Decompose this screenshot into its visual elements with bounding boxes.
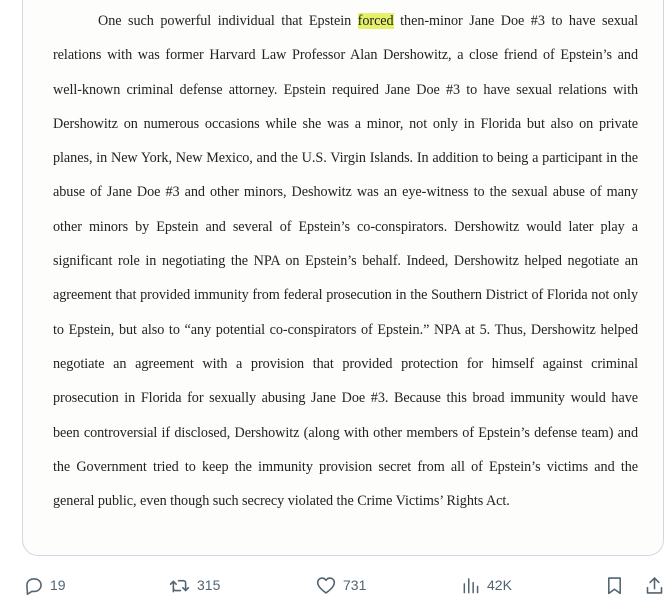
- repost-count: 315: [197, 577, 221, 593]
- repost-icon: [168, 575, 191, 596]
- views-button[interactable]: [461, 566, 512, 604]
- document-text: [53, 4, 638, 518]
- views-bar-chart-icon: [461, 575, 481, 596]
- share-button[interactable]: [644, 566, 665, 604]
- document-text-start: One such powerful individual that Epstein: [98, 13, 358, 29]
- heart-icon: [315, 575, 337, 596]
- document-text-rest: then-minor Jane Doe #3 to have sexual relations with was former Harvard Law Professor Alan Dershowitz, a close friend of Epstein’s and well-known criminal defense attorney. Epstein required Jane Doe #3 to have sexual relations with Dershowitz on numerous occasions while she was a minor, not only in Florida but also on private planes, in New York, New Mexico, and the U.S. Virgin Islands. In addition to being a participant in the abuse of Jane Doe #3 and other minors, Deshowitz was an eye-witness to the sexual abuse of many other minors by Epstein and several of Epstein’s co-conspirators. Dershowitz would later play a significant role in negotiating the NPA on Epstein’s behalf. Indeed, Dershowitz helped negotiate an agreement that provided immunity from federal prosecution in the Southern District of Florida not only to Epstein, but also to “any potential co-conspirators of Epstein.” NPA at 5. Thus, Dershowitz helped negotiate an agreement with a provision that provided protection for himself against criminal prosecution in Florida for sexually abusing Jane Doe #3. Because this broad immunity would have been controversial if disclosed, Dershowitz (along with other members of Epstein’s defense team) and the Government tried to keep the immunity provision secret from all of Epstein’s victims and the general public, even though such secrecy violated the Crime Victims’ Rights Act.: [53, 13, 638, 510]
- highlighted-word: forced: [357, 13, 394, 29]
- bookmark-icon: [604, 575, 625, 596]
- reply-button[interactable]: [23, 566, 66, 604]
- post-action-bar: [0, 566, 672, 604]
- document-image[interactable]: [22, 0, 664, 556]
- repost-button[interactable]: [168, 566, 220, 604]
- like-count: 731: [343, 577, 367, 593]
- reply-count: 19: [50, 577, 66, 593]
- like-button[interactable]: [315, 566, 366, 604]
- bookmark-button[interactable]: [604, 566, 625, 604]
- share-icon: [644, 575, 665, 596]
- views-count: 42K: [487, 577, 512, 593]
- reply-icon: [23, 575, 44, 596]
